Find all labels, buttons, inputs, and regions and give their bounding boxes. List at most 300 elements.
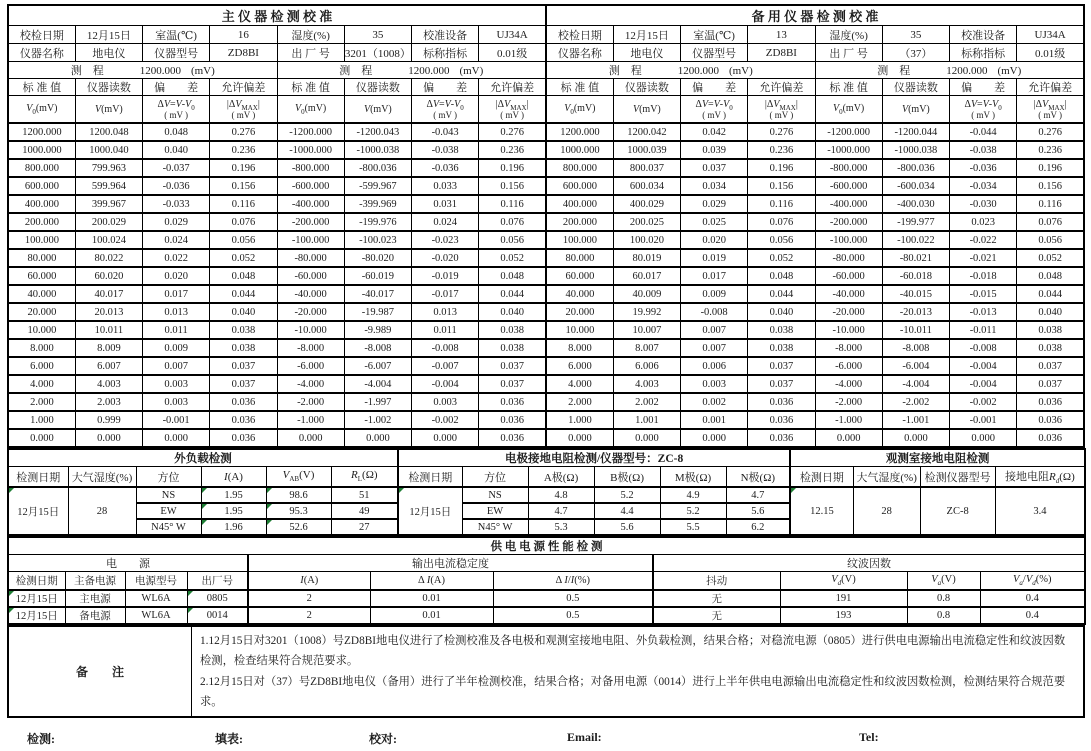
range-cell: 测 程 1200.000 (mV) [546,62,815,79]
calibration-cell: -4.004 [344,375,411,393]
sub-header-v0: $V_0(mV)$ [277,96,344,124]
power-vd: 193 [780,607,907,624]
calibration-cell: 0.033 [412,177,479,195]
calibration-cell: 0.020 [681,231,748,249]
field-label: 标称指标 [950,44,1017,62]
load-humidity: 28 [68,487,136,535]
electrode-resistance-title: 电极接地电阻检测/仪器型号：ZC-8 [398,449,790,467]
calibration-report-sheet [7,4,1085,751]
calibration-row [8,177,1084,195]
field-label: 室温(℃) [681,26,748,44]
electrode-a-cell: 5.3 [528,519,594,535]
col-header: M极(Ω) [660,467,726,488]
calibration-cell: 0.036 [748,393,815,411]
calibration-cell: 20.000 [546,303,613,321]
col-header-va: $V_a(V)$ [907,572,980,591]
voltage-cell: 98.6 [266,487,331,503]
calibration-cell: -60.019 [344,267,411,285]
electrode-m-cell: 5.2 [660,503,726,519]
calibration-cell: 40.009 [613,285,680,303]
room-instrument-model: ZC-8 [920,487,995,535]
calibration-cell: -1000.038 [344,141,411,159]
calibration-cell: -0.001 [143,411,210,429]
external-load-title: 外负载检测 [8,449,398,467]
calibration-cell: 10.000 [8,321,75,339]
sub-header-v: V(mV) [613,96,680,124]
col-header: 仪器读数 [882,79,949,96]
electrode-n-cell: 6.2 [726,519,790,535]
calibration-row [8,285,1084,303]
calibration-cell: 0.029 [143,213,210,231]
calibration-cell: 0.048 [748,267,815,285]
calibration-cell: -6.000 [815,357,882,375]
field-value: 0.01级 [479,44,546,62]
col-header-jitter: 抖动 [653,572,780,591]
info-row-1 [8,26,1084,44]
field-label: 仪器型号 [143,44,210,62]
power-stability-pct: 0.5 [493,607,653,624]
col-header: 偏 差 [681,79,748,96]
electrode-n-cell: 4.7 [726,487,790,503]
power-delta-current: 0.01 [370,590,493,607]
field-value: 0.01级 [1017,44,1084,62]
calibration-cell: -0.004 [412,375,479,393]
calibration-cell: 0.038 [1017,339,1084,357]
remark-line-1: 1.12月15日对3201（1008）号ZD8BI地电仪进行了检测校准及各电极和观测室接地电阻、外负载检测，结果合格；对稳流电源（0805）进行供电电源输出电流稳定性和纹波因数检测，检查结果符合规范要求。 [200,635,1066,668]
calibration-cell: -100.000 [277,231,344,249]
calibration-cell: 0.007 [681,321,748,339]
calibration-row [8,357,1084,375]
calibration-cell: 1.001 [613,411,680,429]
calibration-cell: 0.116 [748,195,815,213]
calibration-row [8,231,1084,249]
calibration-cell: 6.000 [8,357,75,375]
calibration-cell: -0.033 [143,195,210,213]
calibration-cell: 60.000 [546,267,613,285]
calibration-cell: 0.000 [882,429,949,447]
calibration-cell: 100.020 [613,231,680,249]
calibration-cell: 799.963 [75,159,142,177]
power-title-row [8,537,1085,555]
calibration-cell: 0.020 [143,267,210,285]
calibration-cell: -1200.000 [815,123,882,141]
calibration-cell: 0.000 [75,429,142,447]
sub-header-v0: $V_0(mV)$ [815,96,882,124]
group-ripple-factor: 纹波因数 [653,555,1085,572]
calibration-cell: 0.044 [479,285,546,303]
calibration-cell: 0.038 [479,321,546,339]
field-value: 35 [344,26,411,44]
calibration-cell: 0.000 [8,429,75,447]
col-header: A极(Ω) [528,467,594,488]
calibration-cell: 200.029 [75,213,142,231]
calibration-cell: -1200.000 [277,123,344,141]
calibration-cell: 2.003 [75,393,142,411]
calibration-cell: -0.044 [950,123,1017,141]
calibration-cell: 0.036 [479,411,546,429]
calibration-cell: -199.977 [882,213,949,231]
calibration-cell: -599.967 [344,177,411,195]
calibration-cell: 0.044 [748,285,815,303]
col-header-stability-pct: Δ I/I(%) [493,572,653,591]
proofreader-label: 校对: [369,732,397,747]
power-data-row [8,590,1085,607]
calibration-cell: 0.036 [210,393,277,411]
col-header: 大气湿度(%) [853,467,920,488]
calibration-cell: 0.276 [1017,123,1084,141]
calibration-cell: 8.000 [8,339,75,357]
band-data-row [8,487,1085,503]
load-test-date: 12月15日 [8,487,68,535]
calibration-cell: 0.052 [1017,249,1084,267]
calibration-cell: 0.999 [75,411,142,429]
calibration-cell: -0.004 [950,375,1017,393]
calibration-row [8,159,1084,177]
calibration-cell: 0.236 [748,141,815,159]
room-test-date: 12.15 [790,487,853,535]
field-label: 仪器名称 [8,44,75,62]
calibration-cell: 0.036 [1017,411,1084,429]
calibration-cell: 0.156 [748,177,815,195]
calibration-cell: -20.000 [277,303,344,321]
electrode-a-cell: 4.8 [528,487,594,503]
calibration-cell: -0.022 [950,231,1017,249]
direction-cell: EW [462,503,528,519]
calibration-cell: -0.008 [412,339,479,357]
calibration-cell: 200.000 [546,213,613,231]
calibration-cell: -40.000 [277,285,344,303]
direction-cell: N45° W [136,519,201,535]
calibration-cell: 0.040 [479,303,546,321]
calibration-cell: -60.018 [882,267,949,285]
remark-label: 备 注 [8,626,192,717]
calibration-cell: 1200.048 [75,123,142,141]
calibration-cell: -4.000 [277,375,344,393]
power-test-date: 12月15日 [8,607,65,624]
calibration-cell: -8.000 [815,339,882,357]
calibration-cell: 0.040 [143,141,210,159]
calibration-cell: -0.023 [412,231,479,249]
direction-cell: EW [136,503,201,519]
calibration-cell: 4.003 [613,375,680,393]
calibration-cell: -0.017 [412,285,479,303]
calibration-cell: 4.003 [75,375,142,393]
group-current-stability: 输出电流稳定度 [248,555,653,572]
calibration-cell: 8.009 [75,339,142,357]
col-header: 检测日期 [790,467,853,488]
field-label: 仪器型号 [681,44,748,62]
calibration-cell: 0.036 [479,429,546,447]
calibration-cell: 0.000 [815,429,882,447]
calibration-cell: 0.036 [748,429,815,447]
field-label: 仪器名称 [546,44,613,62]
calibration-cell: 0.048 [143,123,210,141]
calibration-cell: 0.022 [143,249,210,267]
calibration-cell: -800.000 [815,159,882,177]
calibration-cell: -40.017 [344,285,411,303]
col-header: 出厂号 [187,572,248,591]
calibration-cell: 0.003 [143,393,210,411]
calibration-cell: 6.000 [546,357,613,375]
calibration-cell: 1200.042 [613,123,680,141]
calibration-cell: -200.000 [815,213,882,231]
calibration-cell: -0.043 [412,123,479,141]
main-instrument-title: 主 仪 器 检 测 校 准 [8,5,546,26]
instrument-calibration-table [7,4,1085,448]
calibration-cell: 0.003 [412,393,479,411]
calibration-cell: -0.030 [950,195,1017,213]
tel-label: Tel: [859,730,879,745]
calibration-cell: -600.000 [277,177,344,195]
calibration-cell: 0.037 [210,375,277,393]
field-label: 校准设备 [412,26,479,44]
current-cell: 1.96 [201,519,266,535]
calibration-cell: -0.036 [143,177,210,195]
power-stability-pct: 0.5 [493,590,653,607]
direction-cell: NS [136,487,201,503]
current-cell: 1.95 [201,487,266,503]
field-label: 校检日期 [8,26,75,44]
calibration-cell: -0.001 [950,411,1017,429]
col-header: 允许偏差 [210,79,277,96]
calibration-cell: -1.002 [344,411,411,429]
sub-header-v: V(mV) [75,96,142,124]
calibration-row [8,123,1084,141]
calibration-cell: 0.040 [210,303,277,321]
calibration-cell: -80.021 [882,249,949,267]
calibration-cell: -9.989 [344,321,411,339]
electrode-m-cell: 5.5 [660,519,726,535]
calibration-cell: -80.000 [815,249,882,267]
band-header-row [8,467,1085,488]
col-header: 仪器读数 [75,79,142,96]
calibration-cell: 0.037 [1017,357,1084,375]
calibration-cell: -8.008 [344,339,411,357]
calibration-cell: 0.000 [950,429,1017,447]
calibration-cell: -0.007 [412,357,479,375]
remark-content [192,626,1085,717]
calibration-cell: 0.025 [681,213,748,231]
calibration-cell: -600.034 [882,177,949,195]
col-header: 允许偏差 [1017,79,1084,96]
calibration-cell: 20.000 [8,303,75,321]
calibration-cell: -200.000 [277,213,344,231]
col-header: 标 准 值 [277,79,344,96]
calibration-cell: 0.011 [143,321,210,339]
calibration-cell: 10.011 [75,321,142,339]
range-label: 测 程 [70,65,104,77]
calibration-cell: -1200.044 [882,123,949,141]
col-header-ground-resistance: 接地电阻$R_d(\Omega)$ [995,467,1085,488]
electrode-a-cell: 4.7 [528,503,594,519]
field-label: 湿度(%) [815,26,882,44]
calibration-cell: -0.020 [412,249,479,267]
calibration-cell: 1000.040 [75,141,142,159]
calibration-cell: 2.000 [546,393,613,411]
sub-header-row [8,96,1084,124]
calibration-cell: 0.056 [1017,231,1084,249]
electrode-n-cell: 5.6 [726,503,790,519]
calibration-cell: 0.048 [479,267,546,285]
field-label: 校准设备 [950,26,1017,44]
power-data-row [8,607,1085,624]
calibration-cell: 0.036 [479,393,546,411]
resistance-load-band-table [7,448,1086,536]
power-type: 主电源 [65,590,125,607]
calibration-cell: 2.002 [613,393,680,411]
calibration-cell: -0.038 [412,141,479,159]
calibration-cell: 800.037 [613,159,680,177]
calibration-cell: -0.004 [950,357,1017,375]
calibration-cell: 0.007 [681,339,748,357]
calibration-cell: -80.000 [277,249,344,267]
calibration-cell: 0.024 [412,213,479,231]
calibration-cell: -800.036 [882,159,949,177]
calibration-cell: 0.156 [1017,177,1084,195]
calibration-cell: -0.013 [950,303,1017,321]
col-header: 允许偏差 [479,79,546,96]
calibration-cell: -400.000 [815,195,882,213]
calibration-cell: 80.019 [613,249,680,267]
calibration-cell: 0.116 [479,195,546,213]
calibration-cell: 0.029 [681,195,748,213]
calibration-cell: 8.007 [613,339,680,357]
sub-header-dev: $\Delta V=V-V_0$ ( mV ) [681,96,748,124]
power-model: WL6A [125,607,187,624]
field-value: UJ34A [1017,26,1084,44]
calibration-body [8,123,1084,447]
range-cell: 测 程 1200.000 (mV) [815,62,1084,79]
calibration-cell: -1.997 [344,393,411,411]
calibration-cell: 0.039 [681,141,748,159]
sub-header-max: $|\Delta V_{MAX}|$ ( mV ) [1017,96,1084,124]
col-header: 大气湿度(%) [68,467,136,488]
info-row-2 [8,44,1084,62]
calibration-cell: 1000.039 [613,141,680,159]
calibration-row [8,141,1084,159]
calibration-cell: 0.031 [412,195,479,213]
calibration-cell: 1000.000 [546,141,613,159]
calibration-cell: -60.000 [815,267,882,285]
calibration-cell: 0.034 [681,177,748,195]
calibration-cell: 0.037 [1017,375,1084,393]
inspector-label: 检测: [27,732,55,747]
calibration-cell: -10.000 [277,321,344,339]
calibration-cell: -600.000 [815,177,882,195]
voltage-cell: 52.6 [266,519,331,535]
calibration-cell: 4.000 [546,375,613,393]
power-ratio: 0.4 [980,590,1085,607]
calibration-cell: 0.076 [210,213,277,231]
calibration-cell: 0.048 [1017,267,1084,285]
calibration-cell: 0.044 [1017,285,1084,303]
calibration-cell: 0.236 [210,141,277,159]
calibration-cell: -0.019 [412,267,479,285]
calibration-cell: 100.000 [8,231,75,249]
calibration-cell: -6.004 [882,357,949,375]
calibration-row [8,429,1084,447]
calibration-cell: 19.992 [613,303,680,321]
power-va: 0.8 [907,607,980,624]
form-filler-label: 填表: [215,732,243,747]
calibration-cell: -1000.000 [277,141,344,159]
power-ratio: 0.4 [980,607,1085,624]
calibration-cell: 599.964 [75,177,142,195]
calibration-cell: 0.037 [681,159,748,177]
calibration-cell: -399.969 [344,195,411,213]
remark-row [8,626,1084,717]
field-label: 标称指标 [412,44,479,62]
calibration-cell: 0.009 [681,285,748,303]
calibration-cell: -40.015 [882,285,949,303]
col-header: 偏 差 [412,79,479,96]
calibration-cell: 60.017 [613,267,680,285]
calibration-cell: 6.007 [75,357,142,375]
band-title-row [8,449,1085,467]
calibration-cell: 0.276 [748,123,815,141]
col-header-ratio: $V_a/V_d(\%)$ [980,572,1085,591]
calibration-cell: 800.000 [546,159,613,177]
power-delta-current: 0.01 [370,607,493,624]
calibration-cell: 20.013 [75,303,142,321]
calibration-cell: 80.000 [8,249,75,267]
calibration-cell: 0.024 [143,231,210,249]
col-header: 检测仪器型号 [920,467,995,488]
calibration-cell: 400.000 [8,195,75,213]
calibration-cell: 0.276 [210,123,277,141]
calibration-cell: 0.000 [412,429,479,447]
direction-cell: NS [462,487,528,503]
calibration-cell: 600.000 [546,177,613,195]
col-header: 标 准 值 [546,79,613,96]
section-title-row [8,5,1084,26]
calibration-cell: 40.000 [8,285,75,303]
calibration-cell: 0.236 [479,141,546,159]
calibration-cell: -10.011 [882,321,949,339]
power-supply-table [7,536,1086,625]
power-supply-title: 供 电 电 源 性 能 检 测 [8,537,1085,555]
field-label: 湿度(%) [277,26,344,44]
calibration-cell: 0.052 [210,249,277,267]
calibration-cell: -0.008 [950,339,1017,357]
calibration-row [8,213,1084,231]
col-header: 方位 [136,467,201,488]
calibration-cell: 0.036 [210,429,277,447]
calibration-cell: -4.004 [882,375,949,393]
calibration-cell: 0.236 [1017,141,1084,159]
calibration-cell: 1200.000 [546,123,613,141]
power-test-date: 12月15日 [8,590,65,607]
col-header: 方位 [462,467,528,488]
calibration-cell: 0.116 [210,195,277,213]
col-header: 电源型号 [125,572,187,591]
calibration-cell: -0.002 [412,411,479,429]
direction-cell: N45° W [462,519,528,535]
calibration-cell: 400.029 [613,195,680,213]
electrode-b-cell: 4.4 [594,503,660,519]
calibration-row [8,339,1084,357]
calibration-cell: -4.000 [815,375,882,393]
sub-header-dev: $\Delta V=V-V_0$ ( mV ) [950,96,1017,124]
field-value: 3201（1008） [344,44,411,62]
calibration-cell: 0.000 [143,429,210,447]
col-header-current: I(A) [201,467,266,488]
calibration-cell: -0.037 [143,159,210,177]
calibration-cell: -40.000 [815,285,882,303]
room-resistance-title: 观测室接地电阻检测 [790,449,1085,467]
measuring-range-row [8,62,1084,79]
calibration-cell: -2.000 [815,393,882,411]
